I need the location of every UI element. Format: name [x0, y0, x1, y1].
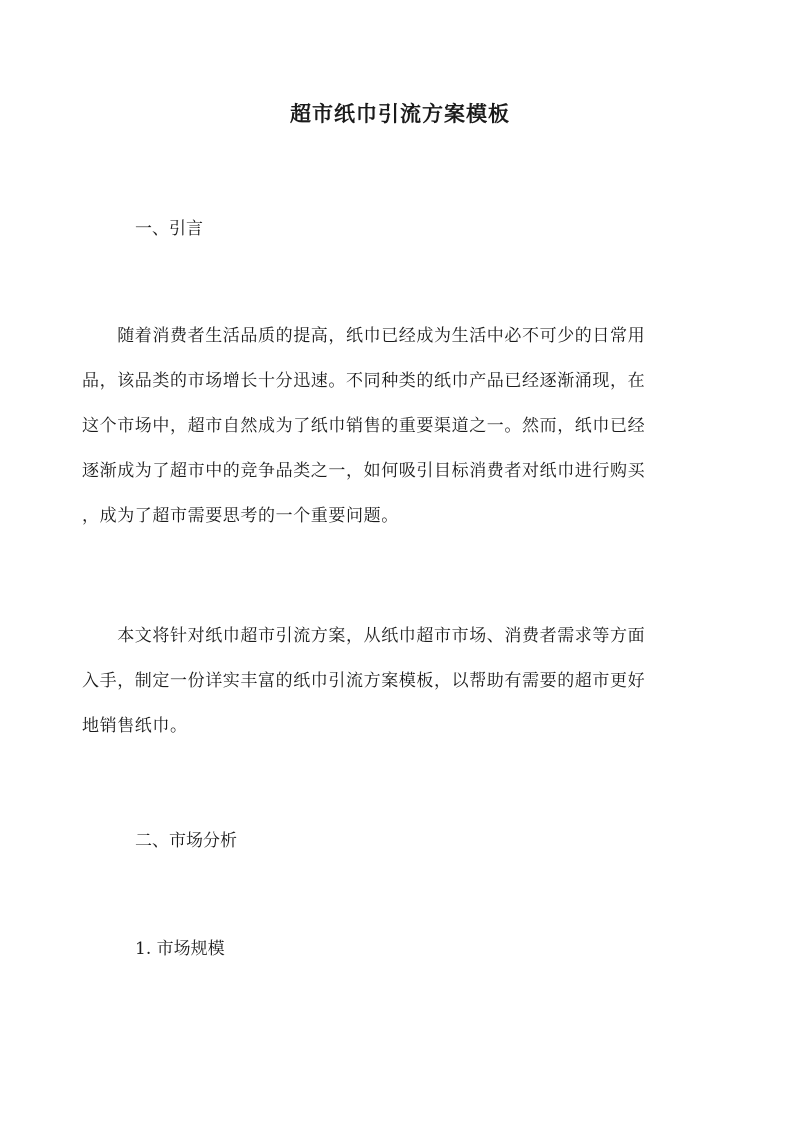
paragraph-line: ，成为了超市需要思考的一个重要问题。 [82, 506, 399, 526]
paragraph-line: 品，该品类的市场增长十分迅速。不同种类的纸巾产品已经逐渐涌现，在 [82, 371, 646, 391]
paragraph-line: 入手，制定一份详实丰富的纸巾引流方案模板，以帮助有需要的超市更好 [82, 671, 646, 691]
paragraph-introduction-2 [82, 614, 718, 749]
section-heading-introduction: 一、引言 [135, 219, 203, 239]
paragraph-line: 随着消费者生活品质的提高，纸巾已经成为生活中必不可少的日常用 [82, 326, 646, 346]
paragraph-line: 本文将针对纸巾超市引流方案，从纸巾超市市场、消费者需求等方面 [82, 626, 646, 646]
section-heading-market-analysis: 二、市场分析 [135, 831, 237, 851]
document-title: 超市纸巾引流方案模板 [290, 101, 510, 126]
paragraph-introduction-1 [82, 314, 718, 539]
subheading-market-size: 1. 市场规模 [135, 939, 225, 959]
paragraph-line: 逐渐成为了超市中的竞争品类之一，如何吸引目标消费者对纸巾进行购买 [82, 461, 646, 481]
paragraph-line: 地销售纸巾。 [82, 716, 188, 736]
paragraph-line: 这个市场中，超市自然成为了纸巾销售的重要渠道之一。然而，纸巾已经 [82, 416, 646, 436]
